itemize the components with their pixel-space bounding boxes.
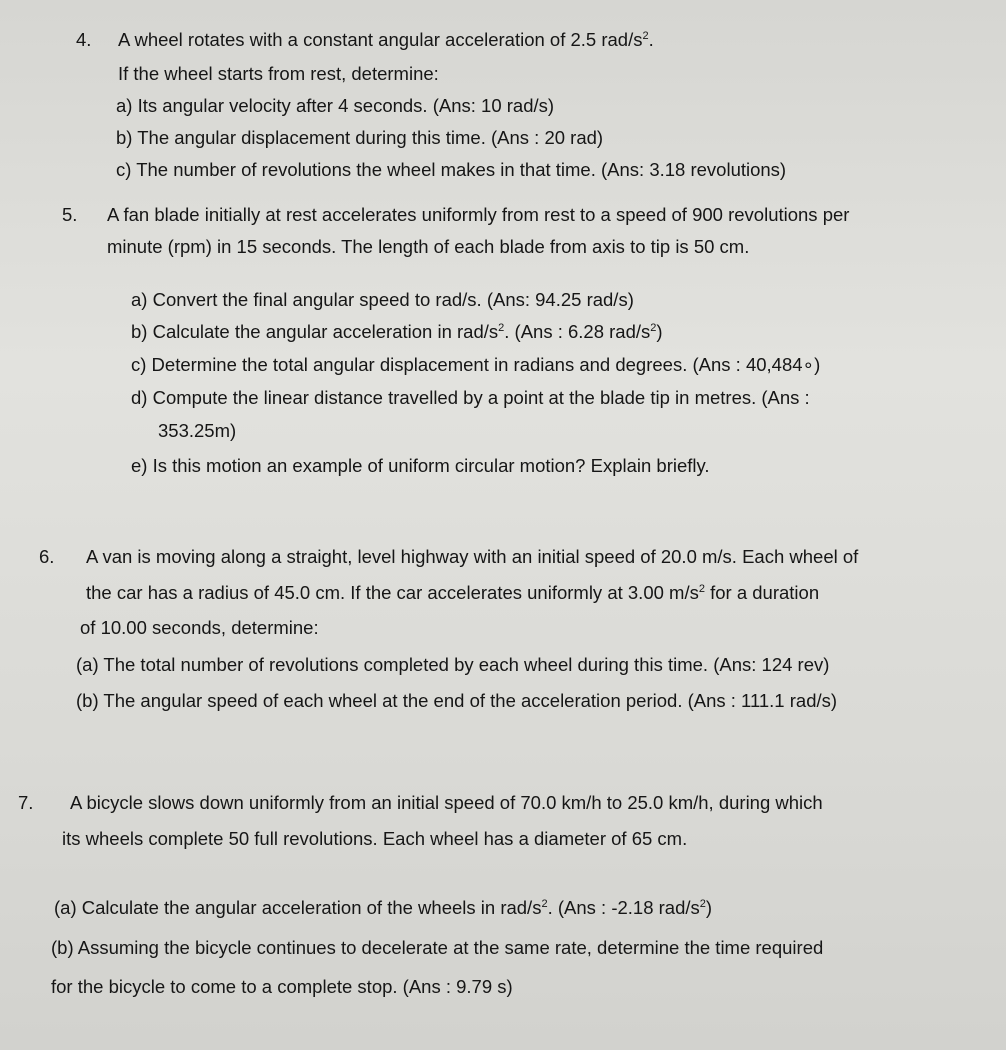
question-4-part-c: c) The number of revolutions the wheel makes in that time. (Ans: 3.18 revolutions) (116, 159, 787, 180)
question-4-part-b: b) The angular displacement during this time. (Ans : 20 rad) (116, 127, 604, 148)
question-6-stem-line-2: the car has a radius of 45.0 cm. If the car accelerates uniformly at 3.00 $m/s^2$ for a duration (86, 582, 820, 603)
question-7-stem-line-2: its wheels complete 50 full revolutions. Each wheel has a diameter of 65 cm. (62, 828, 688, 849)
question-7-number: 7. (18, 792, 34, 813)
question-5-number: 5. (62, 204, 78, 225)
question-6-number: 6. (39, 546, 55, 567)
question-5-part-d: d) Compute the linear distance travelled by a point at the blade tip in metres. (Ans : (131, 387, 810, 408)
question-5-part-c: c) Determine the total angular displacement in radians and degrees. (Ans : 40,484∘) (131, 354, 821, 375)
question-5-part-e: e) Is this motion an example of uniform circular motion? Explain briefly. (131, 455, 710, 476)
question-5-part-b: b) Calculate the angular acceleration in rad/$s^2$. (Ans : 6.28 rad/$s^2$) (131, 321, 663, 342)
question-5-part-a: a) Convert the final angular speed to rad/s. (Ans: 94.25 rad/s) (131, 289, 634, 310)
question-7-part-b: (b) Assuming the bicycle continues to decelerate at the same rate, determine the time required (51, 937, 824, 958)
question-7-part-b-continued: for the bicycle to come to a complete stop. (Ans : 9.79 s) (51, 976, 513, 997)
question-5-stem-line-2: minute (rpm) in 15 seconds. The length of each blade from axis to tip is 50 cm. (107, 236, 750, 257)
question-4-part-a: a) Its angular velocity after 4 seconds. (Ans: 10 rad/s) (116, 95, 555, 116)
question-6-stem-line-3: of 10.00 seconds, determine: (80, 617, 319, 638)
question-4-number: 4. (76, 29, 92, 50)
question-6-stem-line-1: A van is moving along a straight, level highway with an initial speed of 20.0 m/s. Each wheel of (86, 546, 859, 567)
question-6-part-a: (a) The total number of revolutions completed by each wheel during this time. (Ans: 124 rev) (76, 654, 830, 675)
question-5-stem-line-1: A fan blade initially at rest accelerates uniformly from rest to a speed of 900 revolutions per (107, 204, 850, 225)
question-7-part-a: (a) Calculate the angular acceleration of the wheels in rad/$s^2$. (Ans : -2.18 rad/$s^2$) (54, 897, 713, 918)
question-5-part-d-continued: 353.25m) (158, 420, 237, 441)
question-4-stem-line-1: A wheel rotates with a constant angular acceleration of 2.5 rad/$s^2$. (118, 29, 654, 50)
question-4-stem-line-2: If the wheel starts from rest, determine: (118, 63, 439, 84)
question-7-stem-line-1: A bicycle slows down uniformly from an initial speed of 70.0 km/h to 25.0 km/h, during which (70, 792, 823, 813)
question-6-part-b: (b) The angular speed of each wheel at the end of the acceleration period. (Ans : 111.1 rad/s) (76, 690, 838, 711)
